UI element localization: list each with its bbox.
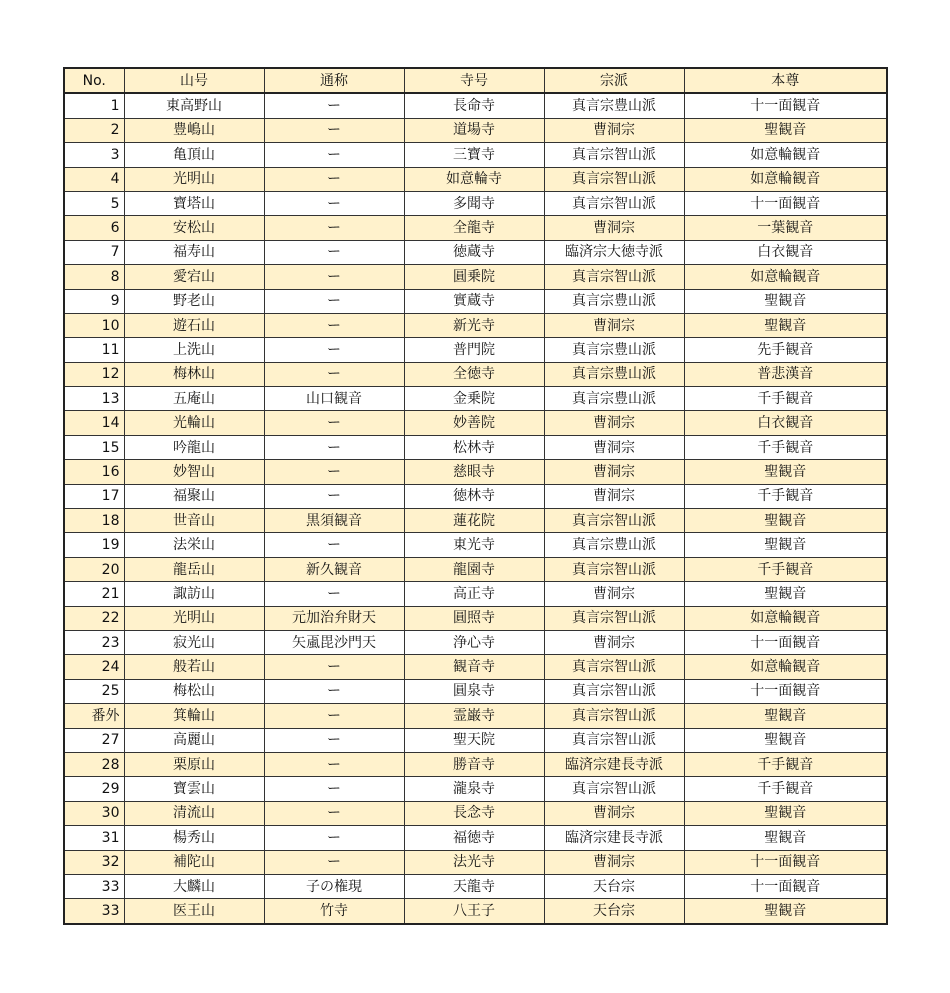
cell-no: 24 [64, 655, 124, 679]
cell-jigo: 圓照寺 [404, 606, 544, 630]
table-row [64, 216, 887, 240]
cell-sango: 寂光山 [124, 630, 264, 654]
table-row [64, 118, 887, 142]
table-row [64, 387, 887, 411]
cell-jigo: 東光寺 [404, 533, 544, 557]
cell-sango: 高麗山 [124, 728, 264, 752]
cell-honzon: 如意輪観音 [684, 143, 887, 167]
table-row [64, 777, 887, 801]
cell-tsusho: ー [264, 93, 404, 118]
cell-no: 15 [64, 435, 124, 459]
cell-no: 14 [64, 411, 124, 435]
cell-jigo: 八王子 [404, 899, 544, 924]
cell-shuha: 真言宗智山派 [544, 143, 684, 167]
cell-sango: 楊秀山 [124, 826, 264, 850]
table-row [64, 704, 887, 728]
cell-shuha: 真言宗智山派 [544, 704, 684, 728]
cell-honzon: 先手観音 [684, 338, 887, 362]
table-row [64, 265, 887, 289]
cell-shuha: 真言宗豊山派 [544, 289, 684, 313]
cell-sango: 光明山 [124, 606, 264, 630]
cell-jigo: 天龍寺 [404, 874, 544, 898]
cell-no: 19 [64, 533, 124, 557]
cell-sango: 上洗山 [124, 338, 264, 362]
cell-shuha: 真言宗智山派 [544, 557, 684, 581]
cell-no: 4 [64, 167, 124, 191]
cell-jigo: 徳蔵寺 [404, 240, 544, 264]
cell-shuha: 曹洞宗 [544, 435, 684, 459]
cell-honzon: 白衣観音 [684, 411, 887, 435]
cell-sango: 医王山 [124, 899, 264, 924]
cell-honzon: 十一面観音 [684, 630, 887, 654]
cell-jigo: 浄心寺 [404, 630, 544, 654]
cell-honzon: 十一面観音 [684, 679, 887, 703]
cell-no: 33 [64, 874, 124, 898]
cell-no: 25 [64, 679, 124, 703]
cell-sango: 補陀山 [124, 850, 264, 874]
table-row [64, 411, 887, 435]
cell-sango: 寶雲山 [124, 777, 264, 801]
cell-shuha: 曹洞宗 [544, 630, 684, 654]
cell-shuha: 真言宗智山派 [544, 509, 684, 533]
cell-shuha: 曹洞宗 [544, 313, 684, 337]
table-row [64, 679, 887, 703]
cell-tsusho: 黒須観音 [264, 509, 404, 533]
cell-tsusho: ー [264, 143, 404, 167]
cell-tsusho: ー [264, 362, 404, 386]
cell-honzon: 聖観音 [684, 509, 887, 533]
table-row [64, 606, 887, 630]
cell-no: 33 [64, 899, 124, 924]
cell-jigo: 圓乗院 [404, 265, 544, 289]
cell-honzon: 千手観音 [684, 557, 887, 581]
cell-sango: 梅林山 [124, 362, 264, 386]
cell-jigo: 道場寺 [404, 118, 544, 142]
cell-honzon: 聖観音 [684, 899, 887, 924]
cell-jigo: 全龍寺 [404, 216, 544, 240]
cell-shuha: 曹洞宗 [544, 118, 684, 142]
cell-jigo: 全徳寺 [404, 362, 544, 386]
cell-tsusho: ー [264, 655, 404, 679]
cell-jigo: 新光寺 [404, 313, 544, 337]
cell-tsusho: ー [264, 289, 404, 313]
cell-tsusho: 山口観音 [264, 387, 404, 411]
cell-shuha: 臨済宗大徳寺派 [544, 240, 684, 264]
cell-sango: 安松山 [124, 216, 264, 240]
table-row [64, 435, 887, 459]
cell-jigo: 霊巌寺 [404, 704, 544, 728]
cell-jigo: 蓮花院 [404, 509, 544, 533]
cell-shuha: 真言宗豊山派 [544, 93, 684, 118]
cell-shuha: 曹洞宗 [544, 216, 684, 240]
cell-sango: 法栄山 [124, 533, 264, 557]
header-tsusho: 通称 [264, 68, 404, 93]
cell-jigo: 法光寺 [404, 850, 544, 874]
cell-jigo: 多聞寺 [404, 191, 544, 215]
cell-jigo: 観音寺 [404, 655, 544, 679]
cell-sango: 福聚山 [124, 484, 264, 508]
cell-no: 21 [64, 582, 124, 606]
cell-shuha: 真言宗智山派 [544, 777, 684, 801]
cell-tsusho: ー [264, 338, 404, 362]
cell-tsusho: ー [264, 167, 404, 191]
cell-tsusho: ー [264, 582, 404, 606]
table-row [64, 533, 887, 557]
cell-sango: 諏訪山 [124, 582, 264, 606]
cell-sango: 福寿山 [124, 240, 264, 264]
cell-sango: 東高野山 [124, 93, 264, 118]
header-sango: 山号 [124, 68, 264, 93]
cell-no: 8 [64, 265, 124, 289]
cell-no: 16 [64, 460, 124, 484]
cell-tsusho: ー [264, 801, 404, 825]
cell-no: 22 [64, 606, 124, 630]
cell-sango: 豊嶋山 [124, 118, 264, 142]
table-row [64, 93, 887, 118]
table-row [64, 728, 887, 752]
cell-jigo: 圓泉寺 [404, 679, 544, 703]
cell-shuha: 真言宗豊山派 [544, 533, 684, 557]
cell-no: 番外 [64, 704, 124, 728]
cell-jigo: 龍園寺 [404, 557, 544, 581]
cell-honzon: 白衣観音 [684, 240, 887, 264]
cell-tsusho: ー [264, 533, 404, 557]
cell-shuha: 曹洞宗 [544, 460, 684, 484]
cell-jigo: 聖天院 [404, 728, 544, 752]
cell-jigo: 勝音寺 [404, 752, 544, 776]
table-row [64, 240, 887, 264]
cell-no: 1 [64, 93, 124, 118]
cell-no: 32 [64, 850, 124, 874]
cell-honzon: 聖観音 [684, 533, 887, 557]
cell-sango: 愛宕山 [124, 265, 264, 289]
cell-no: 6 [64, 216, 124, 240]
cell-tsusho: ー [264, 777, 404, 801]
cell-honzon: 十一面観音 [684, 191, 887, 215]
cell-honzon: 千手観音 [684, 387, 887, 411]
cell-jigo: 高正寺 [404, 582, 544, 606]
cell-no: 13 [64, 387, 124, 411]
cell-tsusho: 矢颪毘沙門天 [264, 630, 404, 654]
cell-sango: 世音山 [124, 509, 264, 533]
cell-shuha: 曹洞宗 [544, 850, 684, 874]
cell-shuha: 曹洞宗 [544, 801, 684, 825]
cell-honzon: 千手観音 [684, 777, 887, 801]
cell-tsusho: ー [264, 704, 404, 728]
table-row [64, 899, 887, 924]
cell-jigo: 如意輪寺 [404, 167, 544, 191]
cell-no: 10 [64, 313, 124, 337]
cell-jigo: 瀧泉寺 [404, 777, 544, 801]
cell-tsusho: ー [264, 216, 404, 240]
table-row [64, 191, 887, 215]
table-row [64, 313, 887, 337]
cell-honzon: 一葉観音 [684, 216, 887, 240]
cell-shuha: 真言宗智山派 [544, 655, 684, 679]
cell-shuha: 真言宗豊山派 [544, 362, 684, 386]
cell-honzon: 千手観音 [684, 752, 887, 776]
table-row [64, 630, 887, 654]
cell-honzon: 普悲漢音 [684, 362, 887, 386]
header-honzon: 本尊 [684, 68, 887, 93]
cell-sango: 清流山 [124, 801, 264, 825]
cell-tsusho: ー [264, 460, 404, 484]
cell-sango: 遊石山 [124, 313, 264, 337]
cell-sango: 大麟山 [124, 874, 264, 898]
cell-no: 20 [64, 557, 124, 581]
table-row [64, 484, 887, 508]
cell-tsusho: ー [264, 435, 404, 459]
cell-sango: 寶塔山 [124, 191, 264, 215]
cell-honzon: 聖観音 [684, 582, 887, 606]
cell-tsusho: ー [264, 313, 404, 337]
cell-no: 3 [64, 143, 124, 167]
table-row [64, 143, 887, 167]
cell-honzon: 如意輪観音 [684, 606, 887, 630]
cell-honzon: 如意輪観音 [684, 655, 887, 679]
cell-no: 27 [64, 728, 124, 752]
cell-sango: 光明山 [124, 167, 264, 191]
cell-no: 23 [64, 630, 124, 654]
cell-honzon: 聖観音 [684, 826, 887, 850]
cell-tsusho: 元加治弁財天 [264, 606, 404, 630]
cell-tsusho: ー [264, 850, 404, 874]
cell-honzon: 十一面観音 [684, 850, 887, 874]
cell-no: 18 [64, 509, 124, 533]
table-row [64, 557, 887, 581]
cell-shuha: 天台宗 [544, 874, 684, 898]
cell-jigo: 徳林寺 [404, 484, 544, 508]
table-row [64, 826, 887, 850]
cell-no: 11 [64, 338, 124, 362]
cell-honzon: 千手観音 [684, 484, 887, 508]
cell-jigo: 實蔵寺 [404, 289, 544, 313]
cell-shuha: 曹洞宗 [544, 582, 684, 606]
cell-tsusho: ー [264, 411, 404, 435]
cell-no: 12 [64, 362, 124, 386]
table-row [64, 655, 887, 679]
cell-shuha: 真言宗智山派 [544, 728, 684, 752]
cell-sango: 栗原山 [124, 752, 264, 776]
cell-shuha: 真言宗豊山派 [544, 338, 684, 362]
cell-honzon: 聖観音 [684, 460, 887, 484]
table-header [64, 68, 887, 93]
table-row [64, 362, 887, 386]
table-row [64, 289, 887, 313]
cell-no: 29 [64, 777, 124, 801]
header-row [64, 68, 887, 93]
cell-shuha: 臨済宗建長寺派 [544, 752, 684, 776]
header-shuha: 宗派 [544, 68, 684, 93]
cell-sango: 吟龍山 [124, 435, 264, 459]
cell-no: 2 [64, 118, 124, 142]
cell-no: 5 [64, 191, 124, 215]
cell-shuha: 曹洞宗 [544, 411, 684, 435]
header-jigo: 寺号 [404, 68, 544, 93]
cell-sango: 亀頂山 [124, 143, 264, 167]
cell-no: 17 [64, 484, 124, 508]
cell-jigo: 長命寺 [404, 93, 544, 118]
cell-shuha: 天台宗 [544, 899, 684, 924]
cell-shuha: 真言宗智山派 [544, 606, 684, 630]
cell-honzon: 聖観音 [684, 289, 887, 313]
cell-tsusho: ー [264, 728, 404, 752]
cell-sango: 般若山 [124, 655, 264, 679]
cell-shuha: 臨済宗建長寺派 [544, 826, 684, 850]
table-row [64, 460, 887, 484]
table-row [64, 801, 887, 825]
cell-tsusho: ー [264, 191, 404, 215]
cell-no: 9 [64, 289, 124, 313]
cell-tsusho: 竹寺 [264, 899, 404, 924]
cell-honzon: 十一面観音 [684, 874, 887, 898]
cell-tsusho: ー [264, 265, 404, 289]
cell-tsusho: ー [264, 484, 404, 508]
cell-sango: 箕輪山 [124, 704, 264, 728]
table-body [64, 93, 887, 923]
cell-honzon: 千手観音 [684, 435, 887, 459]
cell-jigo: 三寶寺 [404, 143, 544, 167]
cell-honzon: 聖観音 [684, 801, 887, 825]
cell-jigo: 松林寺 [404, 435, 544, 459]
cell-sango: 龍岳山 [124, 557, 264, 581]
cell-sango: 五庵山 [124, 387, 264, 411]
table-row [64, 167, 887, 191]
header-no: No. [64, 68, 124, 93]
cell-tsusho: 新久観音 [264, 557, 404, 581]
cell-tsusho: ー [264, 826, 404, 850]
cell-no: 30 [64, 801, 124, 825]
cell-no: 31 [64, 826, 124, 850]
cell-jigo: 福徳寺 [404, 826, 544, 850]
cell-shuha: 真言宗智山派 [544, 167, 684, 191]
cell-jigo: 長念寺 [404, 801, 544, 825]
table-row [64, 338, 887, 362]
cell-tsusho: ー [264, 240, 404, 264]
cell-shuha: 曹洞宗 [544, 484, 684, 508]
cell-honzon: 如意輪観音 [684, 265, 887, 289]
cell-shuha: 真言宗智山派 [544, 265, 684, 289]
cell-no: 7 [64, 240, 124, 264]
cell-sango: 野老山 [124, 289, 264, 313]
cell-honzon: 聖観音 [684, 118, 887, 142]
cell-shuha: 真言宗豊山派 [544, 387, 684, 411]
cell-jigo: 普門院 [404, 338, 544, 362]
table-row [64, 752, 887, 776]
table-row [64, 582, 887, 606]
cell-jigo: 慈眼寺 [404, 460, 544, 484]
cell-sango: 光輪山 [124, 411, 264, 435]
cell-honzon: 聖観音 [684, 704, 887, 728]
cell-tsusho: 子の権現 [264, 874, 404, 898]
cell-honzon: 十一面観音 [684, 93, 887, 118]
cell-jigo: 金乗院 [404, 387, 544, 411]
cell-tsusho: ー [264, 118, 404, 142]
temple-table [63, 67, 888, 925]
table-row [64, 850, 887, 874]
table-row [64, 509, 887, 533]
cell-tsusho: ー [264, 679, 404, 703]
cell-tsusho: ー [264, 752, 404, 776]
table-row [64, 874, 887, 898]
cell-honzon: 如意輪観音 [684, 167, 887, 191]
cell-jigo: 妙善院 [404, 411, 544, 435]
cell-shuha: 真言宗智山派 [544, 191, 684, 215]
cell-sango: 妙智山 [124, 460, 264, 484]
cell-no: 28 [64, 752, 124, 776]
cell-shuha: 真言宗智山派 [544, 679, 684, 703]
cell-honzon: 聖観音 [684, 728, 887, 752]
cell-sango: 梅松山 [124, 679, 264, 703]
cell-honzon: 聖観音 [684, 313, 887, 337]
